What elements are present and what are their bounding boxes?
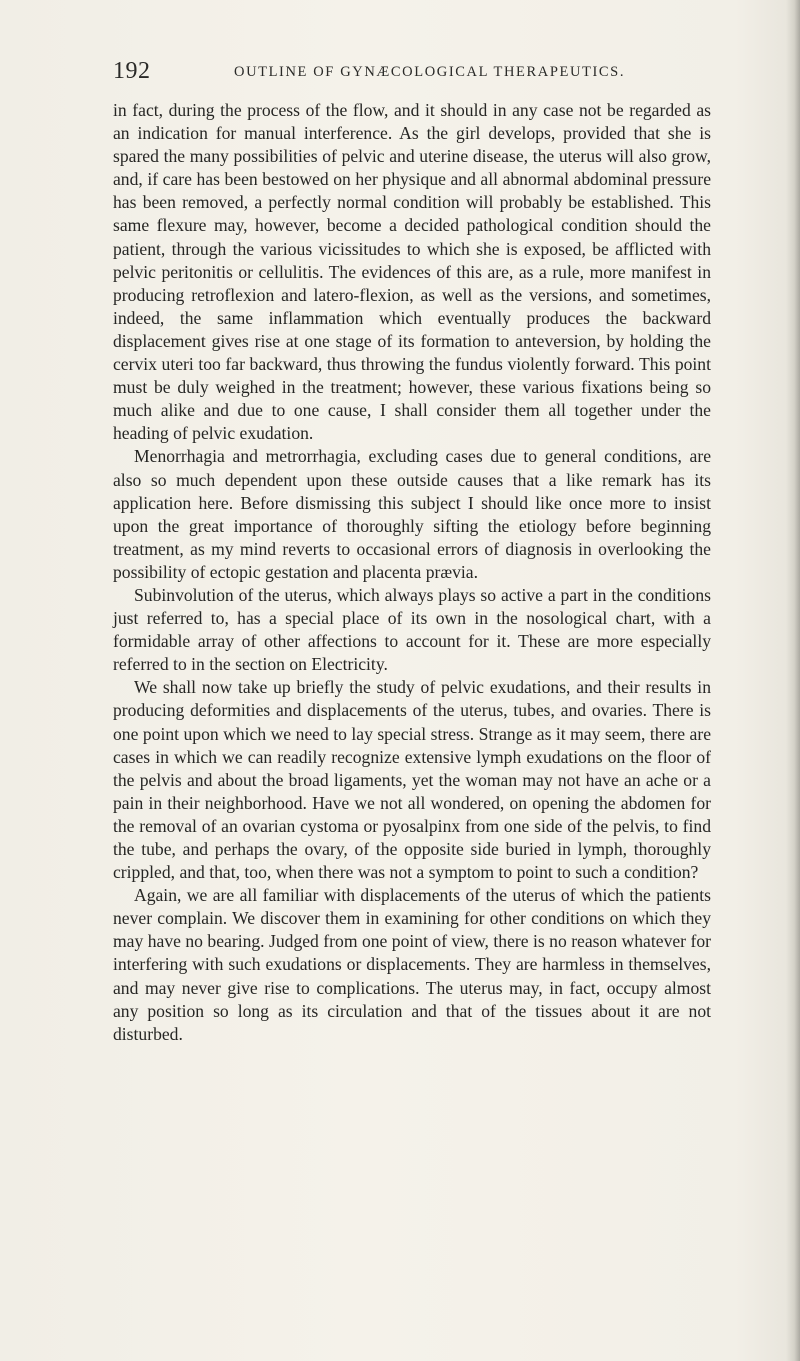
page-number: 192 bbox=[113, 58, 151, 84]
paragraph: Again, we are all familiar with displacements of the uterus of which the patients never complain. We discover them in examining for other conditions on which they may have no bearing. Judged from one point of view, there is no reason whatever for interfering with such exudations or displacements. They are harmless in themselves, and may never give rise to complications. The uterus may, in fact, occupy almost any position so long as its circulation and that of the tissues about it are not disturbed. bbox=[113, 885, 711, 1044]
paragraph: in fact, during the process of the flow, and it should in any case not be regarded as an indication for manual interference. As the girl develops, provided that she is spared the many possibilities of pelvic and uterine disease, the uterus will also grow, and, if care has been bestowed on her physique and all abnormal abdominal pressure has been removed, a perfectly normal condition will probably be established. This same flexure may, however, become a decided pathological condition should the patient, through the various vicissitudes to which she is exposed, be afflicted with pelvic peritonitis or cellulitis. The evidences of this are, as a rule, more manifest in producing retroflexion and latero-flexion, as well as the versions, and sometimes, indeed, the same inflammation which eventually produces the backward displacement gives rise at one stage of its formation to anteversion, by holding the cervix uteri too far backward, thus throwing the fundus violently forward. This point must be duly weighed in the treatment; however, these various fixations being so much alike and due to one cause, I shall consider them all together under the heading of pelvic exudation. bbox=[113, 100, 711, 444]
page-header bbox=[113, 58, 713, 88]
page-edge-shadow bbox=[786, 0, 800, 1361]
paragraph: Menorrhagia and metrorrhagia, excluding cases due to general conditions, are also so much dependent upon these outside causes that a like remark has its application here. Before dismissing this subject I should like once more to insist upon the great importance of thoroughly sifting the etiology before beginning treatment, as my mind reverts to occasional errors of diagnosis in overlooking the possibility of ectopic gestation and placenta prævia. bbox=[113, 446, 711, 582]
running-title: OUTLINE OF GYNÆCOLOGICAL THERAPEUTICS. bbox=[234, 64, 626, 80]
paragraph: We shall now take up briefly the study of pelvic exudations, and their results in producing deformities and displacements of the uterus, tubes, and ovaries. There is one point upon which we need to lay special stress. Strange as it may seem, there are cases in which we can readily recognize extensive lymph exudations on the floor of the pelvis and about the broad ligaments, yet the woman may not have an ache or a pain in their neighborhood. Have we not all wondered, on opening the abdomen for the removal of an ovarian cystoma or pyosalpinx from one side of the pelvis, to find the tube, and perhaps the ovary, of the opposite side buried in lymph, thoroughly crippled, and that, too, when there was not a symptom to point to such a condition? bbox=[113, 677, 711, 883]
body-text bbox=[113, 99, 711, 1046]
paragraph: Subinvolution of the uterus, which always plays so active a part in the conditions just referred to, has a special place of its own in the nosological chart, with a formidable array of other affections to account for it. These are more especially referred to in the section on Electricity. bbox=[113, 584, 711, 675]
